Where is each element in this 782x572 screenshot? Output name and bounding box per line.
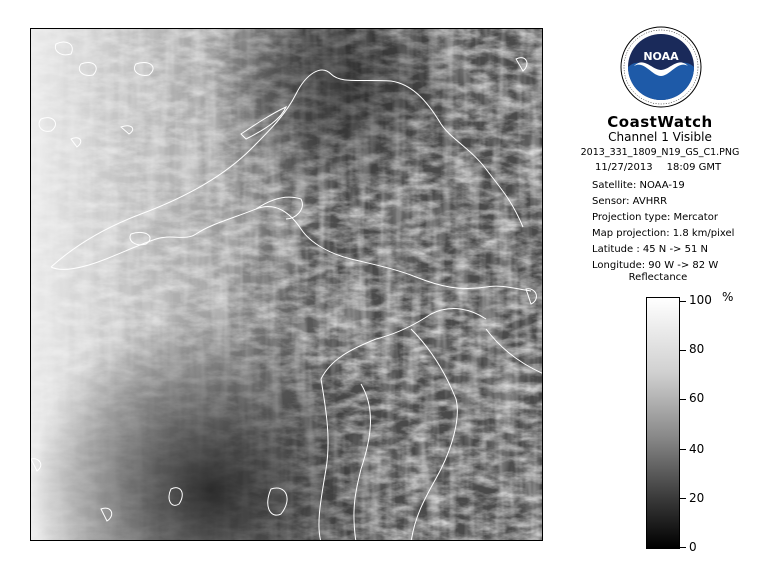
legend-unit: %: [722, 290, 734, 304]
tick-label-20: 20: [689, 491, 705, 505]
map-projection-label: Map projection: 1.8 km/pixel: [592, 228, 735, 239]
satellite-map: [30, 28, 543, 541]
tick-label-80: 80: [689, 342, 705, 356]
tick-label-100: 100: [689, 293, 712, 307]
date-time-line: [595, 162, 721, 173]
tick-label-60: 60: [689, 391, 705, 405]
colorbar-tick: [680, 498, 686, 499]
satellite-image: [31, 29, 543, 541]
colorbar-tick: [680, 449, 686, 450]
colorbar-tick: [680, 350, 686, 351]
latitude-label: Latitude : 45 N -> 51 N: [592, 244, 708, 255]
reflectance-colorbar: [646, 297, 680, 549]
noaa-logo: [620, 26, 702, 108]
app-title: CoastWatch: [607, 113, 713, 131]
legend-title: Reflectance: [628, 272, 688, 283]
time-label: 18:09 GMT: [666, 162, 722, 173]
sensor-label: Sensor: AVHRR: [592, 196, 668, 207]
colorbar-tick: [680, 399, 686, 400]
projection-type-label: Projection type: Mercator: [592, 212, 718, 223]
logo-text: NOAA: [643, 50, 679, 63]
tick-label-0: 0: [689, 540, 697, 554]
date-label: 11/27/2013: [595, 162, 653, 173]
colorbar-tick: [680, 547, 686, 548]
filename-label: 2013_331_1809_N19_GS_C1.PNG: [580, 147, 740, 158]
longitude-label: Longitude: 90 W -> 82 W: [592, 260, 719, 271]
tick-label-40: 40: [689, 442, 705, 456]
colorbar-tick: [680, 301, 686, 302]
satellite-label: Satellite: NOAA-19: [592, 180, 685, 191]
channel-label: Channel 1 Visible: [608, 130, 712, 144]
